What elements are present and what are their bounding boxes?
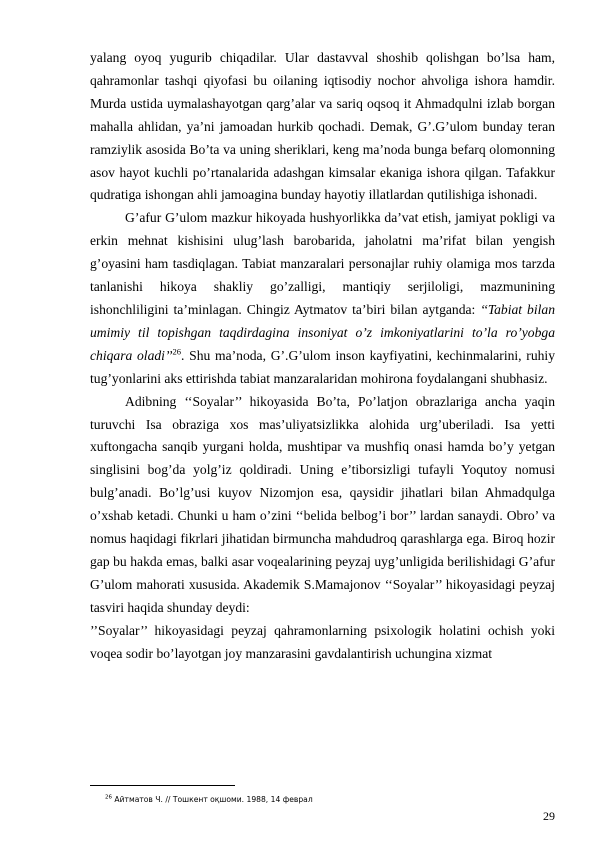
- paragraph-4: ’’Soyalar’’ hikoyasidagi peyzaj qahramonlarning psixologik holatini ochish yoki voqea sodir bo’layotgan joy manzarasini gavdalantirish uchungina xizmat: [90, 622, 555, 661]
- footnote-number: 26: [105, 794, 112, 801]
- paragraph-3: Adibning ‘‘Soyalar’’ hikoyasida Bo’ta, Po’latjon obrazlariga ancha yaqin turuvchi Isa obraziga xos mas’uliyatsizlikka alohida urg’uberiladi. Isa yetti xuftongacha sanqib yurgani holda, mushtipar va mushfiq onasi hamda bo’y yetgan singlisini bog’da yolg’iz qoldiradi. Uning e’tiborsizligi tufayli Yoqutoy nomusi bulg’anadi. Bo’lg’usi kuyov Nizomjon esa, qaysidir jihatlari bilan Ahmadqulga o’xshab ketadi. Chunki u ham o’zini ‘‘belida belbog’i bor’’ lardan sanaydi. Obro’ va nomus haqidagi fikrlari jihatidan birmuncha mahdudroq qarashlarga ega. Biroq hozir gap bu hakda emas, balki asar voqealarining peyzaj uyg’unligida berilishidagi G’afur G’ulom mahorati xususida. Akademik S.Mamajonov ‘‘Soyalar’’ hikoyasidagi peyzaj tasviri haqida shunday deydi:: [90, 393, 555, 615]
- aytmatov-quote: ‘‘Tabiat bilan umimiy til topishgan taqdirdagina insoniyat o’z imkoniyatlarini to’la ro’yobga chiqara oladi’’: [90, 301, 555, 363]
- page-number: 29: [543, 809, 555, 823]
- paragraph-1: yalang oyoq yugurib chiqadilar. Ular dastavval shoshib qolishgan bo’lsa ham, qahramonlar tashqi qiyofasi bu oilaning iqtisodiy nochor ahvoliga ishora hamdir. Murda ustida uymalashayotgan qarg’alar va sariq oqsoq it Ahmadqulni izlab borgan mahalla ahlidan, ya’ni jamoadan hurkib qochadi. Demak, G’.G’ulom bunday teran ramziylik asosida Bo’ta va uning sheriklari, keng ma’noda bunga befarq olomonning asov hayot kuchli po’rtanalarida adashgan kimsalar ekaniga ishora qilgan. Tafakkur qudratiga ishongan ahli jamoagina bunday hayotiy illatlardan qutilishiga ishonadi.: [90, 50, 555, 203]
- footnote: [105, 795, 313, 804]
- paragraph-2-text: G’afur G’ulom mazkur hikoyada hushyorlikka da’vat etish, jamiyat pokligi va erkin mehnat kishisini ulug’lash barobarida, jaholatni ma’rifat bilan yengish g’oyasini ham tasdiqlagan. Tabiat manzaralari personajlar ruhiy olamiga mos tarzda tanlanishi hikoya shakliy go’zalligi, mantiqiy serjiloligi, mazmunining ishonchliligini ta’minlagan. Chingiz Aytmatov ta’biri bilan aytganda:: [90, 210, 555, 317]
- footnote-divider: [90, 785, 235, 786]
- footnote-text: Айтматов Ч. // Тошкент оқшоми. 1988, 14 феврал: [112, 795, 313, 804]
- paragraph-2: [90, 207, 555, 390]
- body-text: [90, 47, 555, 665]
- paragraph-2-end: . Shu ma’noda, G’.G’ulom inson kayfiyatini, kechinmalarini, ruhiy tug’yonlarini aks ettirishda tabiat manzaralaridan mohirona foydalangani shubhasiz.: [90, 347, 555, 386]
- footnote-ref-26[interactable]: 26: [172, 346, 182, 357]
